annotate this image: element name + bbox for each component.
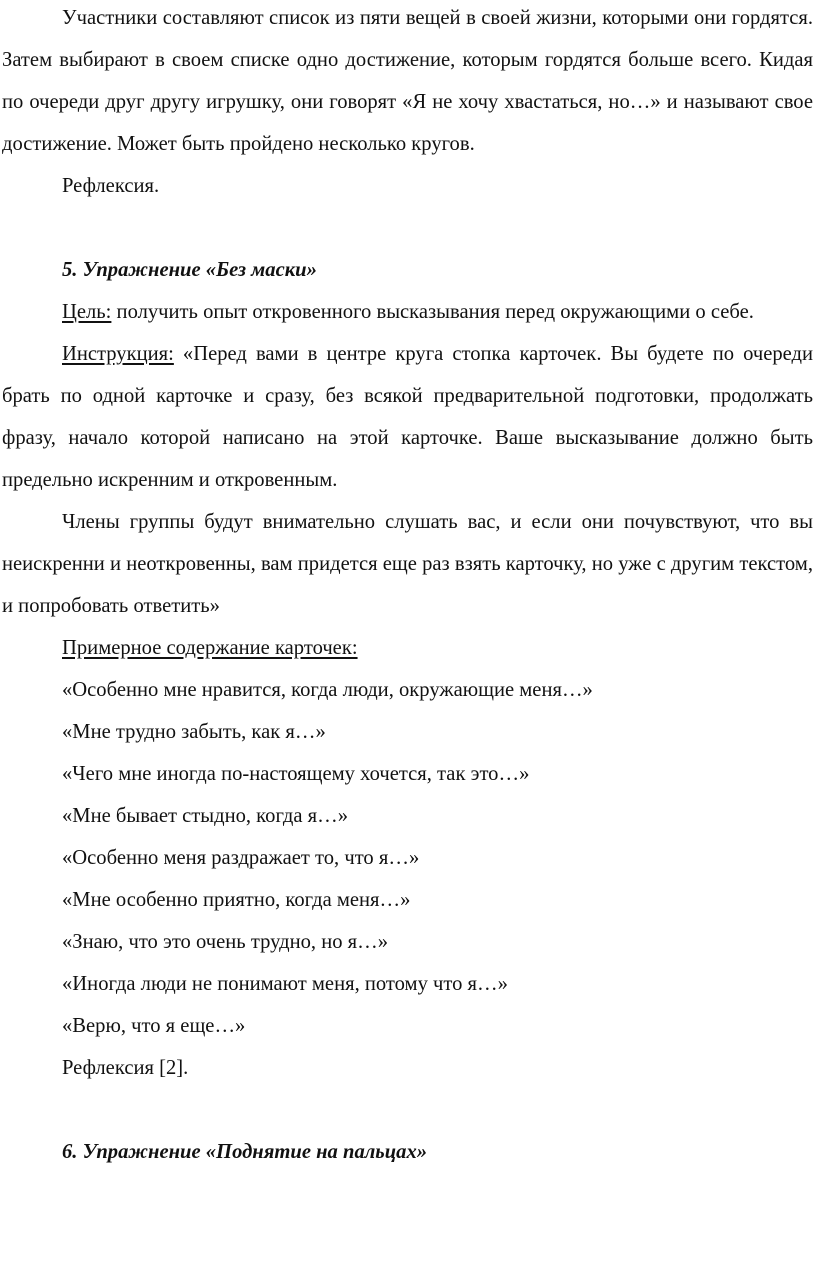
exercise-5-goal	[2, 291, 813, 333]
instruction-text: «Перед вами в центре круга стопка карточек. Вы будете по очереди брать по одной карточке и сразу, без всякой предварительной подготовки, продолжать фразу, начало которой написано на этой карточке. Ваше высказывание должно быть предельно искренним и откровенным.	[2, 343, 813, 491]
card-item: «Знаю, что это очень трудно, но я…»	[62, 931, 389, 953]
intro-reflection: Рефлексия.	[62, 175, 160, 197]
card-item: «Чего мне иногда по-настоящему хочется, так это…»	[62, 763, 530, 785]
intro-paragraph: Участники составляют список из пяти вещей в своей жизни, которыми они гордятся. Затем выбирают в своем списке одно достижение, которым гордятся больше всего. Кидая по очереди друг другу игрушку, они говорят «Я не хочу хвастаться, но…» и называют свое достижение. Может быть пройдено несколько кругов.	[2, 7, 813, 155]
cards-label-line	[2, 627, 813, 669]
card-item: «Мне особенно приятно, когда меня…»	[62, 889, 411, 911]
goal-text: получить опыт откровенного высказывания перед окружающими о себе.	[111, 301, 754, 323]
card-item: «Верю, что я еще…»	[62, 1015, 246, 1037]
card-item: «Мне трудно забыть, как я…»	[62, 721, 326, 743]
blank-line	[2, 1089, 813, 1131]
card-item: «Мне бывает стыдно, когда я…»	[62, 805, 348, 827]
exercise-5-heading: 5. Упражнение «Без маски»	[62, 259, 317, 281]
exercise-5-instruction	[2, 333, 813, 501]
cards-label: Примерное содержание карточек:	[62, 637, 358, 659]
card-item: «Иногда люди не понимают меня, потому что я…»	[62, 973, 508, 995]
instruction-label: Инструкция:	[62, 343, 174, 365]
blank-line	[2, 207, 813, 249]
goal-label: Цель:	[62, 301, 112, 323]
exercise-5-reflection: Рефлексия [2].	[62, 1057, 189, 1079]
exercise-5-members-paragraph: Члены группы будут внимательно слушать вас, и если они почувствуют, что вы неискренни и неоткровенны, вам придется еще раз взять карточку, но уже с другим текстом, и попробовать ответить»	[2, 511, 813, 617]
card-item: «Особенно мне нравится, когда люди, окружающие меня…»	[62, 679, 593, 701]
exercise-6-heading: 6. Упражнение «Поднятие на пальцах»	[62, 1141, 428, 1163]
card-item: «Особенно меня раздражает то, что я…»	[62, 847, 420, 869]
